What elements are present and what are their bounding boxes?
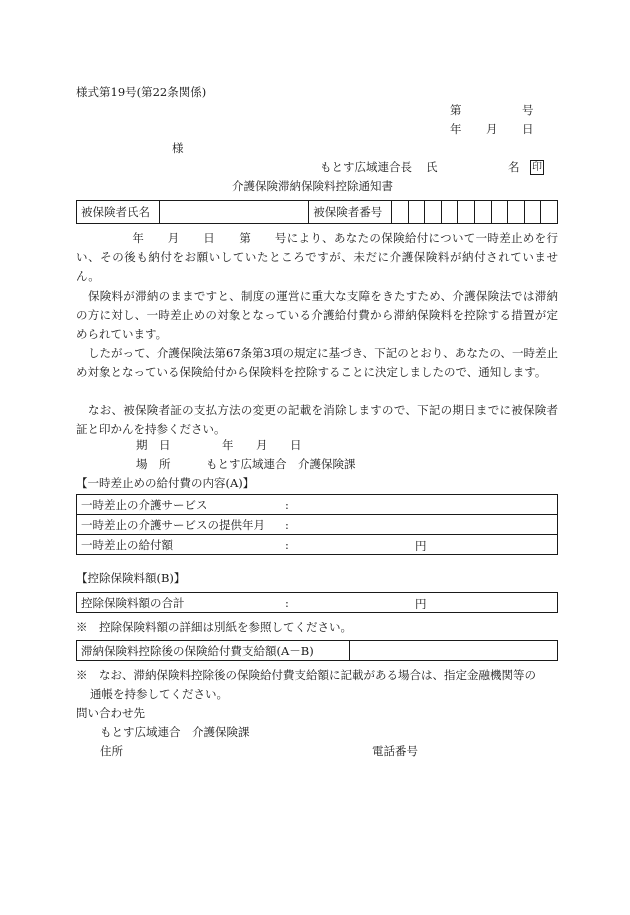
insured-number-digit[interactable] <box>425 201 442 224</box>
section-a-table <box>76 494 558 555</box>
form-number: 様式第19号(第22条関係) <box>76 85 207 99</box>
row-colon: : <box>285 518 289 532</box>
table-row <box>77 515 558 535</box>
insured-number-label: 被保険者番号 <box>309 201 392 224</box>
body-paragraph-3 <box>76 344 558 382</box>
schedule-month: 月 <box>256 438 268 452</box>
section-b-table <box>76 592 558 613</box>
section-c-value-field[interactable] <box>350 641 558 661</box>
row-label-text: 一時差止の介護サービスの提供年月 <box>81 517 265 532</box>
date-day: 日 <box>522 122 534 136</box>
seal-mark: 印 <box>532 162 542 173</box>
insured-number-digit[interactable] <box>474 201 491 224</box>
row-label-text: 控除保険料額の合計 <box>81 595 185 610</box>
schedule-year: 年 <box>222 438 234 452</box>
date-year: 年 <box>450 122 462 136</box>
name-shi: 氏 <box>426 160 438 174</box>
p4-text: なお、被保険者証の支払方法の変更の記載を消除しますので、下記の期日までに被保険者証と印かんを持参ください。 <box>76 403 558 436</box>
insured-name-field[interactable] <box>159 201 309 224</box>
row-colon: : <box>285 596 289 610</box>
schedule-day: 日 <box>290 438 302 452</box>
row-label: 滞納保険料控除後の保険給付費支給額(A－B) <box>77 641 350 661</box>
row-colon: : <box>285 538 289 552</box>
p1-date: 年 月 日 <box>132 231 216 245</box>
contact-phone-label: 電話番号 <box>372 744 418 758</box>
p2-text: 保険料が滞納のままですと、制度の運営に重大な支障をきたすため、介護保険法では滞納の方に対し、一時差止めの対象となっている介護給付費から滞納保険料を控除する措置が定められています。 <box>76 289 558 341</box>
doc-no-suffix: 号 <box>522 103 534 117</box>
section-c-table <box>76 640 558 661</box>
row-label-text: 一時差止の介護サービス <box>81 497 208 512</box>
schedule-place-value: もとす広域連合 介護保険課 <box>206 457 356 471</box>
section-b-heading: 【控除保険料額(B)】 <box>76 571 186 585</box>
table-row <box>77 495 558 515</box>
row-unit: 円 <box>415 539 427 553</box>
body-paragraph-2 <box>76 287 558 344</box>
p1-no: 第 号 <box>239 231 287 245</box>
insured-number-digit[interactable] <box>392 201 409 224</box>
insured-number-digit[interactable] <box>524 201 541 224</box>
insured-number-digit[interactable] <box>458 201 475 224</box>
contact-heading: 問い合わせ先 <box>76 706 145 720</box>
issuer: もとす広域連合長 <box>320 160 412 174</box>
table-row <box>77 535 558 555</box>
p3-text: したがって、介護保険法第67条第3項の規定に基づき、下記のとおり、あなたの、一時差止め対象となっている保険給付から保険料を控除することに決定しましたので、通知します。 <box>76 346 558 379</box>
name-mei: 名 <box>508 160 520 174</box>
row-unit: 円 <box>415 597 427 611</box>
insured-table <box>76 200 558 224</box>
contact-address-label: 住所 <box>100 744 123 758</box>
insured-number-digit[interactable] <box>508 201 525 224</box>
body-paragraph-1 <box>76 229 558 286</box>
row-label-text: 一時差止の給付額 <box>81 537 173 552</box>
note-2-line-2: 通帳を持参してください。 <box>90 687 228 701</box>
document-title: 介護保険滞納保険料控除通知書 <box>232 179 393 193</box>
insured-number-digit[interactable] <box>491 201 508 224</box>
schedule-date-label: 期 日 <box>136 438 171 452</box>
insured-number-digit[interactable] <box>408 201 425 224</box>
row-label <box>77 515 558 535</box>
insured-name-label: 被保険者氏名 <box>77 201 160 224</box>
row-label <box>77 593 558 613</box>
body-paragraph-4 <box>76 401 558 439</box>
doc-no-prefix: 第 <box>450 103 462 117</box>
recipient-suffix: 様 <box>172 141 184 155</box>
date-month: 月 <box>486 122 498 136</box>
section-a-heading: 【一時差止めの給付費の内容(A)】 <box>76 476 255 490</box>
contact-office: もとす広域連合 介護保険課 <box>100 725 250 739</box>
note-2-line-1: ※ なお、滞納保険料控除後の保険給付費支給額に記載がある場合は、指定金融機関等の <box>76 668 536 682</box>
insured-number-digit[interactable] <box>541 201 558 224</box>
schedule-place-label: 場 所 <box>136 457 171 471</box>
table-row <box>77 593 558 613</box>
row-colon: : <box>285 498 289 512</box>
table-row <box>77 641 558 661</box>
insured-number-digit[interactable] <box>441 201 458 224</box>
p1-rest: により、あなたの保険給付について一時差止めを行い、その後も納付をお願いしていたところですが、未だに介護保険料が納付されていません。 <box>76 231 559 283</box>
row-label <box>77 535 558 555</box>
row-label <box>77 495 558 515</box>
note-1: ※ 控除保険料額の詳細は別紙を参照してください。 <box>76 620 352 634</box>
